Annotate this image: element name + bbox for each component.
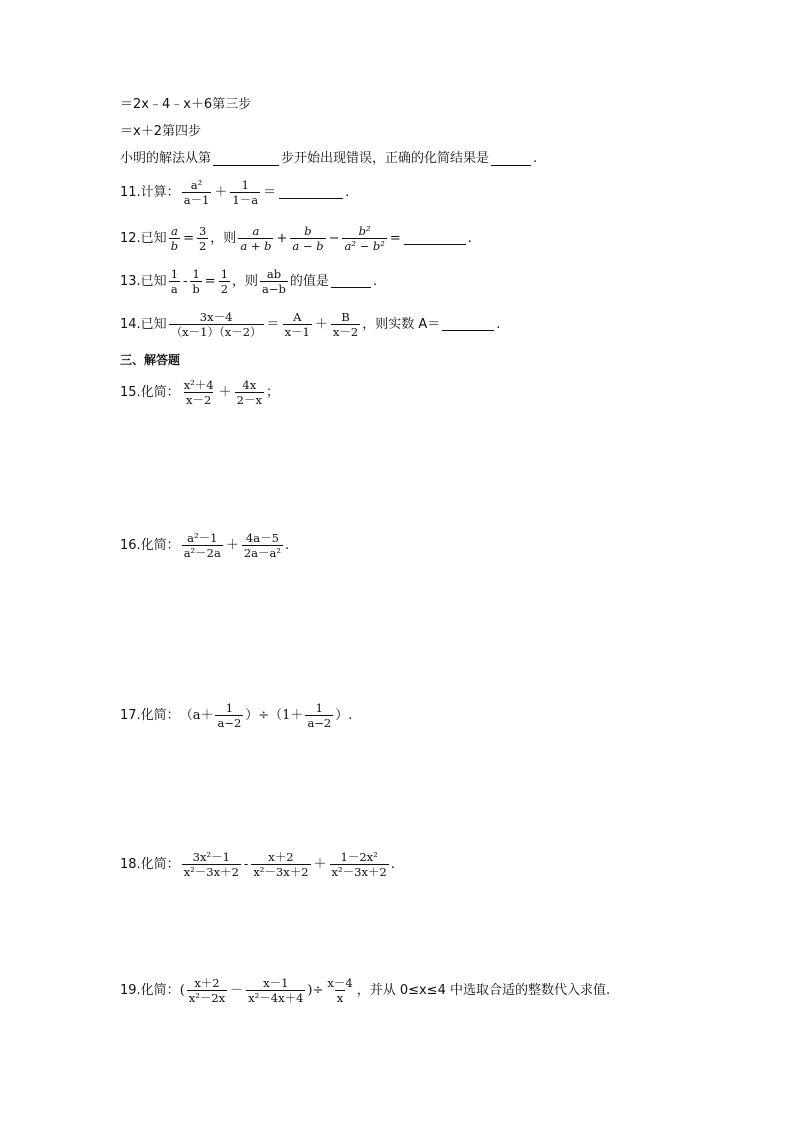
q19-open: (	[179, 982, 185, 998]
q14-equals: ＝	[266, 316, 280, 332]
q18-f1-den: x²－3x＋2	[183, 865, 239, 879]
q17-fraction-2	[305, 701, 333, 730]
question-14	[120, 310, 500, 339]
q17-label: 17.化简：	[120, 707, 180, 723]
q15-f1-num: x²＋4	[183, 378, 214, 392]
q18-plus: ＋	[313, 856, 327, 872]
q14-f1-num: 3x－4	[199, 310, 233, 324]
q12-f1-den: 2	[198, 239, 207, 253]
q18-minus: -	[243, 856, 249, 872]
q18-fraction-2	[251, 850, 310, 879]
q13-tail: 的值是	[289, 273, 329, 289]
q13-f1-num: 1	[170, 267, 179, 281]
q11-f2-den: 1－a	[232, 193, 259, 207]
q16-f1-num: a²－1	[187, 531, 218, 545]
question-pre: 小明的解法从第	[120, 151, 212, 166]
q11-f1-num: a²	[190, 178, 203, 192]
q19-f2-num: x－1	[263, 976, 289, 990]
answer-blank-result[interactable]	[491, 153, 531, 166]
section-3-title: 三、解答题	[120, 353, 181, 367]
q13-mid: ，则	[232, 273, 259, 289]
answer-blank-step[interactable]	[213, 153, 279, 166]
q12-plus: +	[276, 230, 288, 246]
q12-f2-num: a	[252, 224, 260, 238]
q15-label: 15.化简：	[120, 384, 180, 400]
q12-f3-num: b	[304, 224, 312, 238]
q14-answer-blank[interactable]	[442, 318, 494, 331]
q12-equals-1: =	[183, 230, 194, 246]
question-13	[120, 267, 377, 296]
q13-f3-num: 1	[220, 267, 229, 281]
q11-fraction-2	[230, 178, 260, 207]
q14-fraction-1	[169, 310, 264, 339]
error-question-line	[120, 151, 537, 167]
q17-f2-den: a−2	[307, 716, 332, 730]
q15-f1-den: x－2	[185, 393, 212, 407]
question-19	[120, 976, 610, 1005]
q13-end: .	[372, 273, 378, 289]
q19-f2-den: x²－4x＋4	[248, 991, 304, 1005]
q12-fraction-3	[290, 224, 325, 253]
q11-plus: ＋	[214, 184, 228, 200]
q16-fraction-2	[242, 531, 283, 560]
question-end: .	[533, 151, 538, 166]
q12-f4-den: a² − b²	[344, 239, 385, 253]
q14-fraction-2	[283, 310, 312, 339]
q13-f2-num: 1	[192, 267, 200, 281]
q19-fraction-2	[246, 976, 305, 1005]
q12-fraction-2	[238, 224, 273, 253]
q11-equals: ＝	[263, 184, 277, 200]
q17-f1-num: 1	[225, 701, 234, 715]
q17-open: （a＋	[179, 707, 214, 723]
question-16	[120, 531, 289, 560]
question-17	[120, 701, 352, 730]
q12-f0-den: b	[170, 239, 179, 253]
q18-fraction-3	[330, 850, 389, 879]
section-heading	[120, 352, 180, 368]
q11-end: .	[345, 184, 350, 200]
q13-label: 13.已知	[120, 273, 167, 289]
q14-f3-den: x－2	[332, 325, 359, 339]
q14-fraction-3	[331, 310, 360, 339]
q13-equals: =	[204, 273, 216, 289]
q12-answer-blank[interactable]	[404, 232, 466, 245]
q17-f1-den: a−2	[217, 716, 242, 730]
q18-f2-den: x²－3x＋2	[253, 865, 309, 879]
q12-fraction-ab	[169, 224, 180, 253]
q14-tail: ，则实数 A＝	[362, 316, 441, 332]
q19-f3-num: x－4	[327, 976, 353, 990]
q15-fraction-2	[235, 378, 264, 407]
q15-plus: ＋	[218, 384, 232, 400]
q13-f2-den: b	[192, 282, 200, 296]
q19-f1-num: x＋2	[194, 976, 220, 990]
q13-minus: -	[183, 273, 188, 289]
q16-plus: ＋	[225, 537, 239, 553]
q14-label: 14.已知	[120, 316, 167, 332]
q12-comma: ，则	[210, 230, 237, 246]
question-15	[120, 378, 279, 407]
q11-answer-blank[interactable]	[279, 186, 343, 199]
q13-f4-num: ab	[266, 267, 282, 281]
question-12	[120, 224, 472, 253]
step-4-text: ＝x＋2第四步	[120, 124, 201, 139]
q14-f2-den: x－1	[284, 325, 310, 339]
q13-fraction-3	[219, 267, 230, 296]
q12-f2-den: a + b	[240, 239, 272, 253]
q15-end: ；	[265, 384, 279, 400]
step-3-text: ＝2x﹣4﹣x＋6第三步	[120, 97, 252, 112]
q18-end: .	[390, 856, 395, 872]
q15-f2-den: 2－x	[236, 393, 262, 407]
q13-fraction-2	[190, 267, 201, 296]
q11-fraction-1	[182, 178, 212, 207]
q15-f2-num: 4x	[242, 378, 257, 392]
q14-f3-num: B	[341, 310, 350, 324]
q11-label: 11.计算：	[120, 184, 180, 200]
question-11	[120, 178, 349, 207]
q19-mid: )÷	[307, 982, 324, 998]
q19-label: 19.化简：	[120, 982, 180, 998]
q19-tail: ，并从 0≤x≤4 中选取合适的整数代入求值.	[356, 982, 611, 998]
q13-fraction-1	[169, 267, 180, 296]
q12-f3-den: a − b	[292, 239, 324, 253]
q17-end: ）.	[335, 707, 353, 723]
q12-f4-num: b²	[358, 224, 371, 238]
step-4-line	[120, 124, 201, 140]
q14-end: .	[496, 316, 501, 332]
q15-fraction-1	[182, 378, 216, 407]
q12-fraction-3-2	[197, 224, 208, 253]
q16-f1-den: a²－2a	[183, 546, 221, 560]
q16-f2-den: 2a－a²	[243, 546, 281, 560]
q18-label: 18.化简：	[120, 856, 180, 872]
q19-fraction-1	[187, 976, 227, 1005]
q16-f2-num: 4a－5	[245, 531, 279, 545]
q11-f1-den: a－1	[183, 193, 210, 207]
q12-minus: −	[328, 230, 340, 246]
q14-f2-num: A	[293, 310, 302, 324]
q18-fraction-1	[182, 850, 241, 879]
q12-equals-2: =	[389, 230, 401, 246]
q13-f1-den: a	[170, 282, 178, 296]
q13-f3-den: 2	[220, 282, 229, 296]
q12-f0-num: a	[170, 224, 178, 238]
q12-label: 12.已知	[120, 230, 167, 246]
q13-answer-blank[interactable]	[331, 275, 371, 288]
q18-f2-num: x＋2	[268, 850, 294, 864]
question-mid: 步开始出现错误，正确的化简结果是	[281, 151, 490, 166]
q17-mid: ）÷（1＋	[245, 707, 304, 723]
q13-f4-den: a−b	[262, 282, 286, 296]
question-18	[120, 850, 395, 879]
q18-f3-den: x²－3x＋2	[331, 865, 387, 879]
q14-f1-den: （x－1）（x－2）	[170, 325, 262, 339]
q19-minus: －	[230, 982, 244, 998]
q17-f2-num: 1	[315, 701, 323, 715]
q17-fraction-1	[215, 701, 243, 730]
q19-f1-den: x²－2x	[188, 991, 226, 1005]
q19-fraction-3	[325, 976, 354, 1005]
q12-end: .	[467, 230, 472, 246]
q16-label: 16.化简：	[120, 537, 180, 553]
q18-f1-num: 3x²－1	[192, 850, 230, 864]
q11-f2-num: 1	[241, 178, 249, 192]
q19-f3-den: x	[336, 991, 344, 1005]
q14-plus: ＋	[314, 316, 328, 332]
q12-fraction-4	[342, 224, 386, 253]
q16-end: .	[284, 537, 290, 553]
q16-fraction-1	[182, 531, 223, 560]
q18-f3-num: 1－2x²	[340, 850, 378, 864]
q13-fraction-4	[260, 267, 288, 296]
step-3-line	[120, 97, 251, 113]
q12-f1-num: 3	[198, 224, 207, 238]
